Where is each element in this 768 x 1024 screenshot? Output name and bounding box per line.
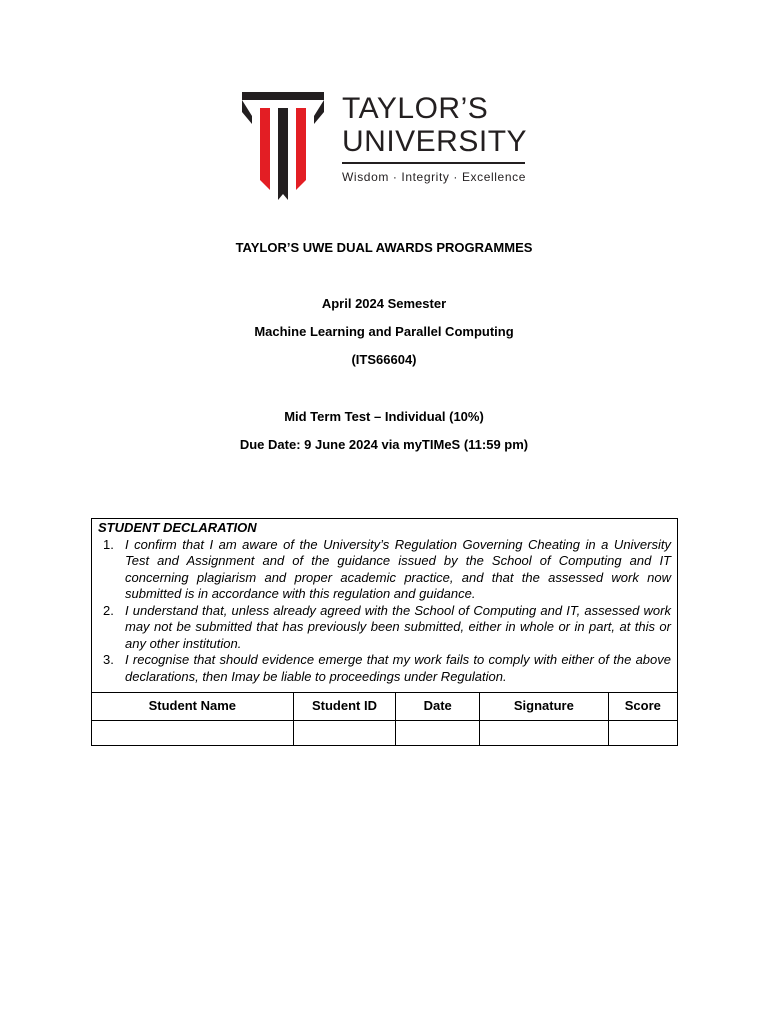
logo-divider: [342, 162, 525, 164]
programme-title: TAYLOR’S UWE DUAL AWARDS PROGRAMMES: [235, 240, 533, 255]
university-logo: [242, 92, 532, 202]
declaration-title: STUDENT DECLARATION: [98, 520, 257, 535]
score-cell[interactable]: [608, 721, 677, 746]
column-header-student-name: Student Name: [92, 693, 293, 721]
taylors-shield-icon: [242, 92, 326, 202]
logo-name-line1: TAYLOR’S: [342, 92, 489, 125]
date-cell[interactable]: [396, 721, 480, 746]
column-header-score: Score: [608, 693, 677, 721]
student-declaration-box: [91, 518, 678, 746]
module-title: Machine Learning and Parallel Computing: [254, 324, 514, 339]
declaration-item: [98, 537, 671, 603]
column-header-student-id: Student ID: [293, 693, 396, 721]
declaration-item-number: 2.: [103, 602, 114, 618]
table-header-row: [92, 693, 677, 721]
declaration-text-block: [92, 519, 677, 692]
semester-label: April 2024 Semester: [321, 296, 447, 311]
student-name-cell[interactable]: [92, 721, 293, 746]
declaration-item-number: 1.: [103, 536, 114, 552]
logo-wordmark: [342, 92, 532, 184]
declaration-item-number: 3.: [103, 652, 114, 667]
assessment-title: Mid Term Test – Individual (10%): [284, 409, 484, 424]
declaration-list: [98, 537, 671, 686]
declaration-item-text: I understand that, unless already agreed with the School of Computing and IT, assessed work may not be submitted that has previously been submitted, either in whole or in part, at this or any other institution.: [125, 602, 671, 651]
column-header-date: Date: [396, 693, 480, 721]
student-info-table: [92, 692, 677, 745]
logo-name-line2: UNIVERSITY: [342, 125, 528, 158]
column-header-signature: Signature: [480, 693, 609, 721]
declaration-item: [98, 652, 671, 685]
module-code: (ITS66604): [351, 352, 417, 367]
declaration-item-text: I recognise that should evidence emerge that my work fails to comply with either of the above declarations, then Imay be liable to proceedings under Regulation.: [125, 652, 671, 684]
declaration-item-text: I confirm that I am aware of the University’s Regulation Governing Cheating in a University Test and Assignment and of the guidance issued by the School of Computing and IT concerning plagiarism and proper academic practice, and that the assessed work now submitted is in accordance with this regulation and guidance.: [125, 536, 671, 601]
due-date: Due Date: 9 June 2024 via myTIMeS (11:59 pm): [239, 437, 529, 452]
declaration-item: [98, 603, 671, 653]
student-id-cell[interactable]: [293, 721, 396, 746]
signature-cell[interactable]: [480, 721, 609, 746]
table-row: [92, 721, 677, 746]
logo-motto: Wisdom · Integrity · Excellence: [342, 170, 526, 184]
